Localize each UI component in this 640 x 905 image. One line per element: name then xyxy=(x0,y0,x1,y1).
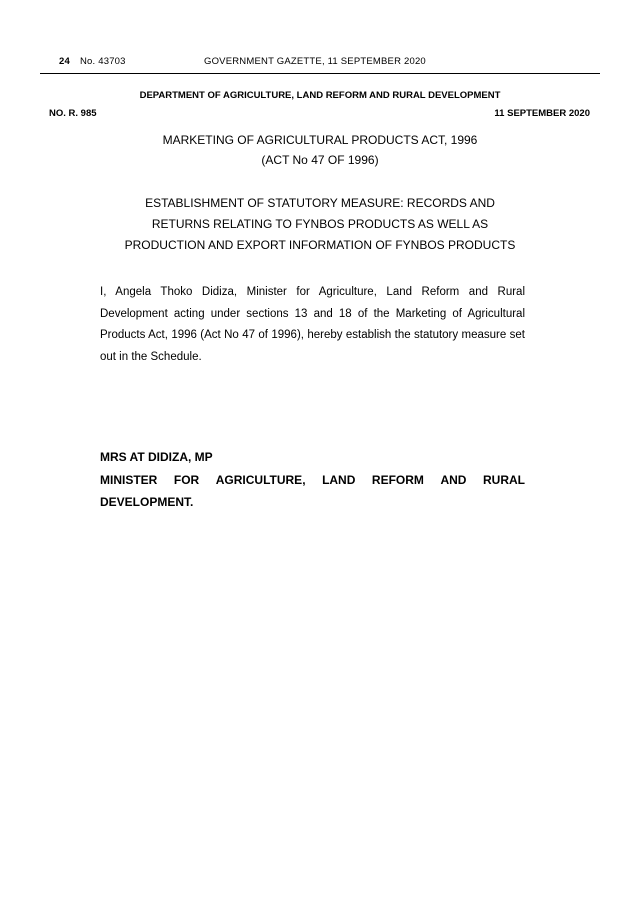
notice-date: 11 SEPTEMBER 2020 xyxy=(494,108,590,119)
title-word: FOR xyxy=(173,473,200,487)
signatory-title xyxy=(100,470,525,513)
gazette-title: GOVERNMENT GAZETTE, 11 SEPTEMBER 2020 xyxy=(204,56,426,67)
title-word: LAND xyxy=(322,473,356,487)
signatory-name: MRS AT DIDIZA, MP xyxy=(100,450,213,464)
gazette-header xyxy=(40,56,600,70)
act-reference: (ACT No 47 OF 1996) xyxy=(261,153,379,167)
page-number: 24 xyxy=(59,56,70,67)
body-paragraph: I, Angela Thoko Didiza, Minister for Agriculture, Land Reform and Rural Development acting under sections 13 and 18 of the Marketing of Agricultural Products Act, 1996 (Act No 47 of 1996), hereby establish the statutory measure set out in the Schedule. xyxy=(100,286,525,363)
signatory-title-line-2: DEVELOPMENT. xyxy=(100,494,194,509)
title-word: AND xyxy=(440,473,467,487)
notice-number: NO. R. 985 xyxy=(49,108,97,119)
subject-line-1: ESTABLISHMENT OF STATUTORY MEASURE: RECORDS AND xyxy=(145,196,495,210)
title-word: RURAL xyxy=(482,473,525,487)
title-word: REFORM xyxy=(371,473,424,487)
issue-number: No. 43703 xyxy=(80,56,126,67)
subject-line-2: RETURNS RELATING TO FYNBOS PRODUCTS AS WELL AS xyxy=(151,217,489,231)
header-divider xyxy=(40,73,600,74)
title-word: AGRICULTURE, xyxy=(215,473,306,487)
subject-line-3: PRODUCTION AND EXPORT INFORMATION OF FYNBOS PRODUCTS xyxy=(124,238,516,252)
department-heading: DEPARTMENT OF AGRICULTURE, LAND REFORM AND RURAL DEVELOPMENT xyxy=(139,90,501,101)
title-word: MINISTER xyxy=(100,473,158,487)
signatory-title-line-1 xyxy=(100,470,525,492)
act-title: MARKETING OF AGRICULTURAL PRODUCTS ACT, 1996 xyxy=(162,133,478,147)
